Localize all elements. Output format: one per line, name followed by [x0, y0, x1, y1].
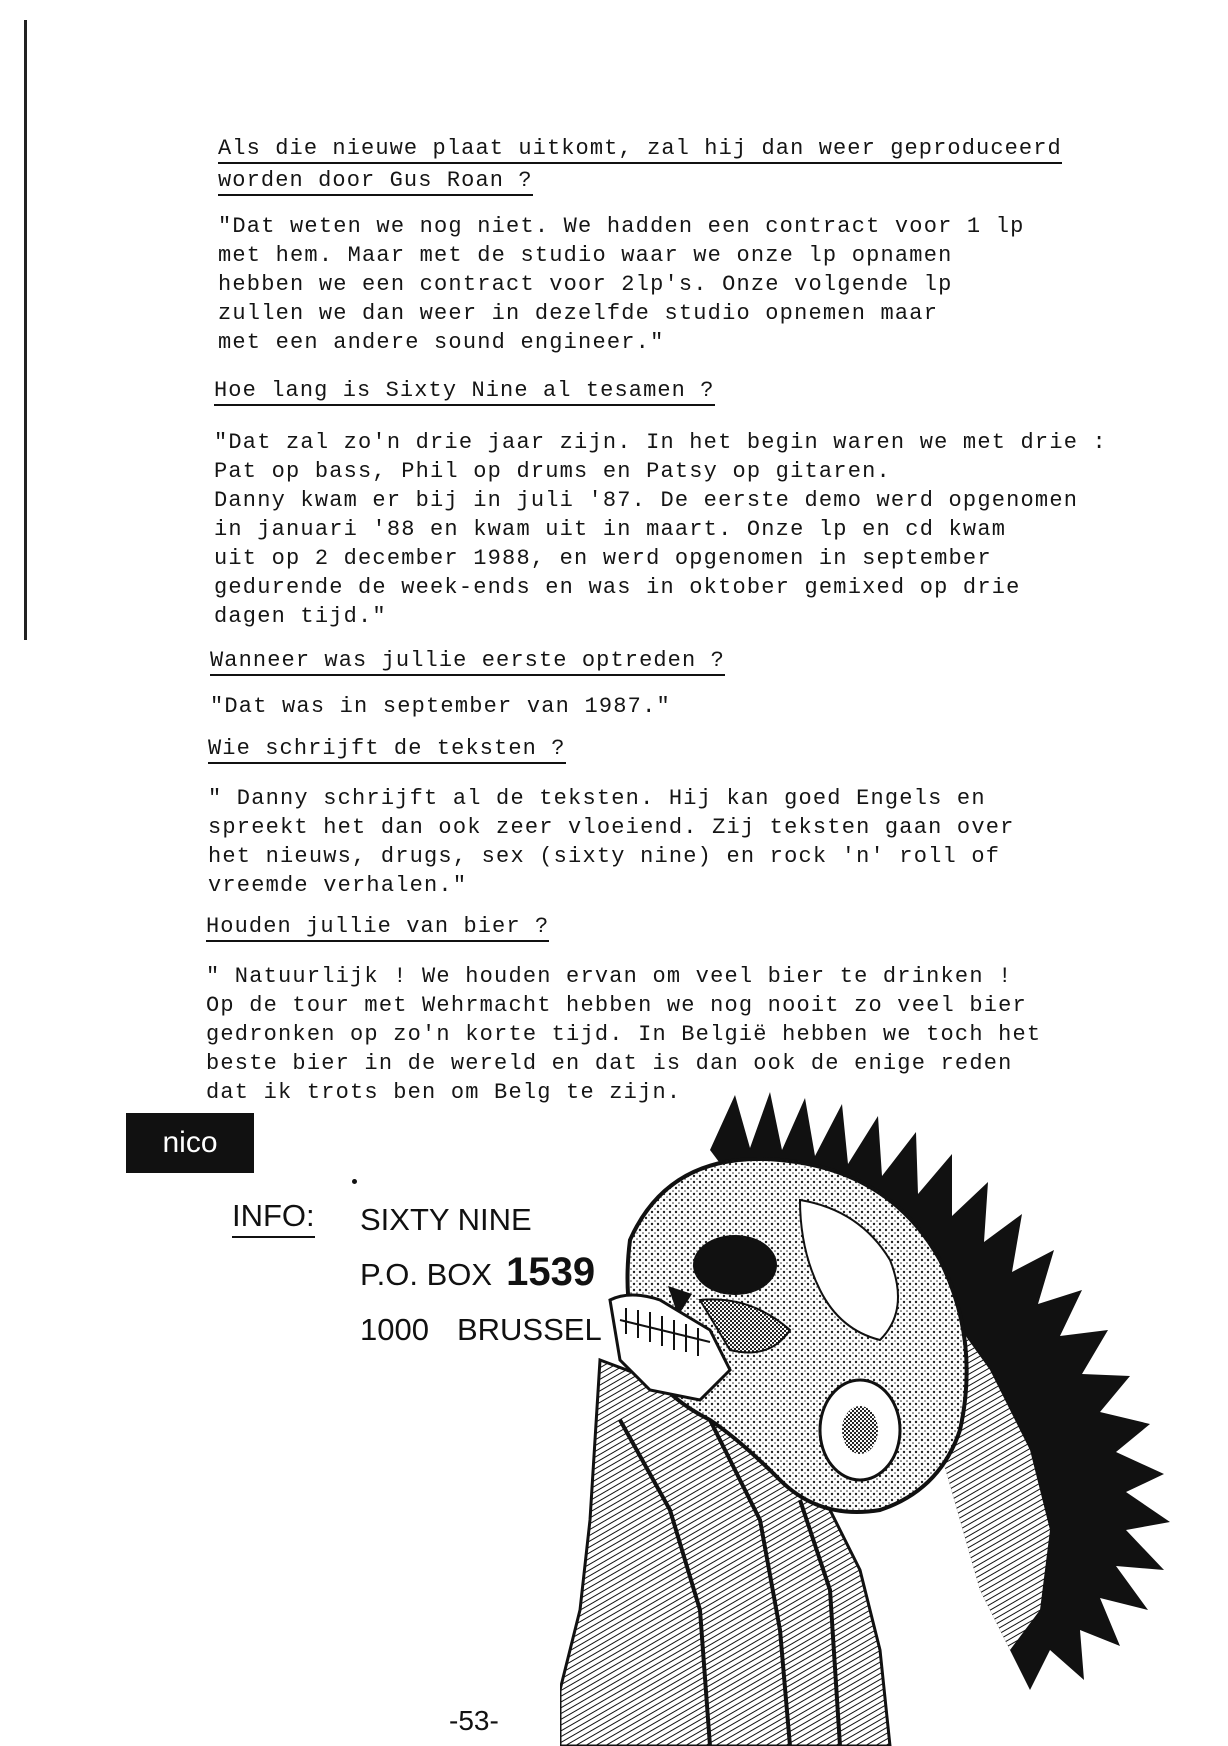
- answer-line: hebben we een contract voor 2lp's. Onze volgende lp: [218, 272, 953, 297]
- question-3: [210, 648, 725, 680]
- answer-4: [208, 784, 1015, 900]
- answer-line: beste bier in de wereld en dat is dan ook de enige reden: [206, 1051, 1013, 1076]
- answer-line: uit op 2 december 1988, en werd opgenomen in september: [214, 546, 992, 571]
- question-4: [208, 736, 566, 768]
- answer-line: Op de tour met Wehrmacht hebben we nog nooit zo veel bier: [206, 993, 1027, 1018]
- question-2-line-1: Hoe lang is Sixty Nine al tesamen ?: [214, 378, 715, 406]
- info-city: BRUSSEL: [456, 1312, 602, 1347]
- question-5: [206, 914, 549, 946]
- answer-line: het nieuws, drugs, sex (sixty nine) en rock 'n' roll of: [208, 844, 1001, 869]
- answer-1: [218, 212, 1025, 357]
- answer-line: spreekt het dan ook zeer vloeiend. Zij teksten gaan over: [208, 815, 1015, 840]
- question-5-line-1: Houden jullie van bier ?: [206, 914, 549, 942]
- answer-line: "Dat weten we nog niet. We hadden een contract voor 1 lp: [218, 214, 1025, 239]
- author-signature-box: nico: [126, 1113, 254, 1173]
- info-label: INFO:: [232, 1198, 315, 1238]
- question-4-line-1: Wie schrijft de teksten ?: [208, 736, 566, 764]
- binding-edge-line: [24, 20, 27, 640]
- page-number: -53-: [449, 1705, 499, 1736]
- answer-line: "Dat zal zo'n drie jaar zijn. In het begin waren we met drie :: [214, 430, 1107, 455]
- info-pobox-number: 1539: [506, 1250, 596, 1294]
- answer-line: dat ik trots ben om Belg te zijn.: [206, 1080, 682, 1105]
- answer-line: "Dat was in september van 1987.": [210, 694, 671, 719]
- question-2: [214, 378, 715, 410]
- answer-line: zullen we dan weer in dezelfde studio opnemen maar: [218, 301, 939, 326]
- answer-line: " Natuurlijk ! We houden ervan om veel bier te drinken !: [206, 964, 1013, 989]
- answer-5: [206, 962, 1041, 1107]
- answer-line: dagen tijd.": [214, 604, 387, 629]
- answer-line: Pat op bass, Phil op drums en Patsy op gitaren.: [214, 459, 891, 484]
- answer-3: [210, 692, 671, 721]
- answer-line: gedronken op zo'n korte tijd. In België hebben we toch het: [206, 1022, 1042, 1047]
- info-band-name: SIXTY NINE: [360, 1202, 532, 1237]
- question-1-line-2: worden door Gus Roan ?: [218, 168, 533, 196]
- question-1: [218, 136, 1062, 200]
- info-pobox-label: P.O. BOX: [360, 1257, 493, 1292]
- info-postal-code: 1000: [360, 1312, 429, 1347]
- answer-line: vreemde verhalen.": [208, 873, 468, 898]
- question-1-line-1: Als die nieuwe plaat uitkomt, zal hij dan weer geproduceerd: [218, 136, 1062, 164]
- answer-2: [214, 428, 1107, 631]
- answer-line: " Danny schrijft al de teksten. Hij kan goed Engels en: [208, 786, 986, 811]
- skull-with-mohawk-illustration: [560, 1090, 1228, 1746]
- answer-line: in januari '88 en kwam uit in maart. Onze lp en cd kwam: [214, 517, 1007, 542]
- answer-line: gedurende de week-ends en was in oktober gemixed op drie: [214, 575, 1021, 600]
- question-3-line-1: Wanneer was jullie eerste optreden ?: [210, 648, 725, 676]
- ink-dot: [352, 1179, 357, 1184]
- answer-line: met hem. Maar met de studio waar we onze lp opnamen: [218, 243, 953, 268]
- answer-line: met een andere sound engineer.": [218, 330, 665, 355]
- answer-line: Danny kwam er bij in juli '87. De eerste demo werd opgenomen: [214, 488, 1079, 513]
